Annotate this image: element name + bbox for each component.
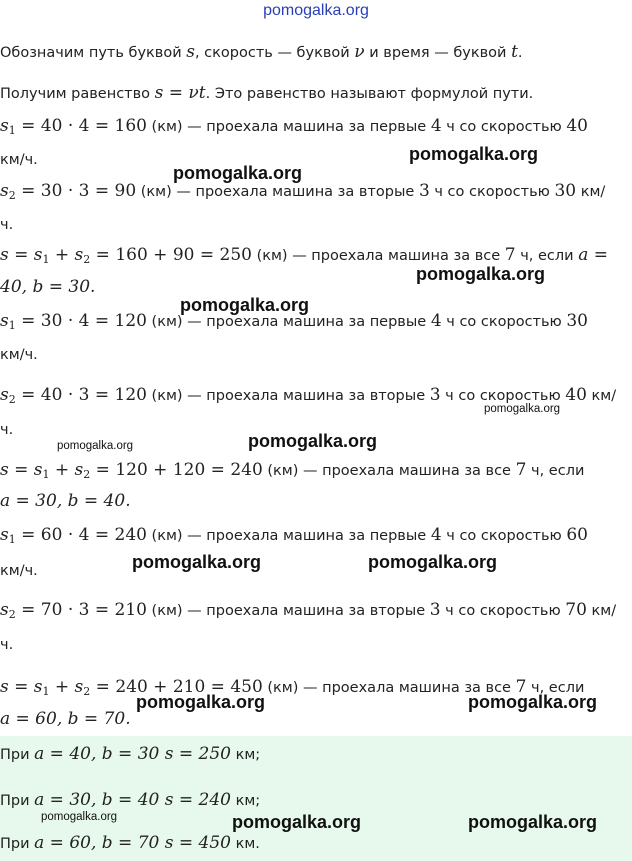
watermark: pomogalka.org	[409, 144, 539, 164]
case2-s2-line: $s_2 = 40 \cdot 3 = 120$ (км) — проехала машина за вторые 3 ч со скоростью 40 км/	[0, 385, 617, 406]
case2-sum-ab: a = 30, b = 40.	[0, 491, 131, 511]
case3-sum-ab: a = 60, b = 70.	[0, 709, 131, 729]
intro-line-1: Обозначим путь буквой s, скорость — буквой ν и время — буквой t.	[0, 42, 523, 62]
case1-sum-line: $s = s_1 + s_2 = 160 + 90 = 250$ (км) — проехала машина за все 7 ч, если a =	[0, 245, 608, 266]
answer-line-1: При a = 40, b = 30 s = 250 км;	[0, 744, 261, 764]
watermark: pomogalka.org	[248, 431, 378, 451]
watermark: pomogalka.org	[173, 163, 303, 183]
case3-s2-line: $s_2 = 70 \cdot 3 = 210$ (км) — проехала машина за вторые 3 ч со скоростью 70 км/	[0, 600, 617, 621]
case2-s2-unit: ч.	[0, 422, 14, 438]
case2-s1-line: $s_1 = 30 \cdot 4 = 120$ (км) — проехала машина за первые 4 ч со скоростью 30	[0, 311, 588, 332]
watermark: pomogalka.org	[416, 264, 546, 284]
watermark: pomogalka.org	[57, 440, 134, 452]
case2-s1-unit: км/ч.	[0, 347, 38, 363]
watermark: pomogalka.org	[232, 812, 362, 832]
intro-line-2: Получим равенство s = νt. Это равенство называют формулой пути.	[0, 83, 534, 103]
case1-s2-line: $s_2 = 30 \cdot 3 = 90$ (км) — проехала машина за вторые 3 ч со скоростью 30 км/	[0, 181, 606, 202]
header-site-name[interactable]: pomogalka.org	[263, 2, 369, 19]
case1-s2-unit: ч.	[0, 217, 14, 233]
case3-s1-line: $s_1 = 60 \cdot 4 = 240$ (км) — проехала машина за первые 4 ч со скоростью 60	[0, 525, 588, 546]
answer-line-3: При a = 60, b = 70 s = 450 км.	[0, 833, 260, 853]
answer-line-2: При a = 30, b = 40 s = 240 км;	[0, 790, 261, 810]
watermark: pomogalka.org	[484, 403, 561, 415]
watermark: pomogalka.org	[180, 295, 310, 315]
case3-s1-unit: км/ч.	[0, 563, 38, 579]
case1-s1-unit: км/ч.	[0, 152, 38, 168]
case1-sum-ab: 40, b = 30.	[0, 277, 96, 297]
case3-sum-line: $s = s_1 + s_2 = 240 + 210 = 450$ (км) — проехала машина за все 7 ч, если	[0, 677, 585, 698]
case2-sum-line: $s = s_1 + s_2 = 120 + 120 = 240$ (км) — проехала машина за все 7 ч, если	[0, 460, 585, 481]
watermark: pomogalka.org	[468, 692, 598, 712]
watermark: pomogalka.org	[132, 552, 262, 572]
watermark: pomogalka.org	[368, 552, 498, 572]
watermark: pomogalka.org	[136, 692, 266, 712]
case1-s1-line: $s_1 = 40 \cdot 4 = 160$ (км) — проехала машина за первые 4 ч со скоростью 40	[0, 116, 588, 137]
watermark: pomogalka.org	[41, 811, 118, 823]
case3-s2-unit: ч.	[0, 637, 14, 653]
watermark: pomogalka.org	[468, 812, 598, 832]
